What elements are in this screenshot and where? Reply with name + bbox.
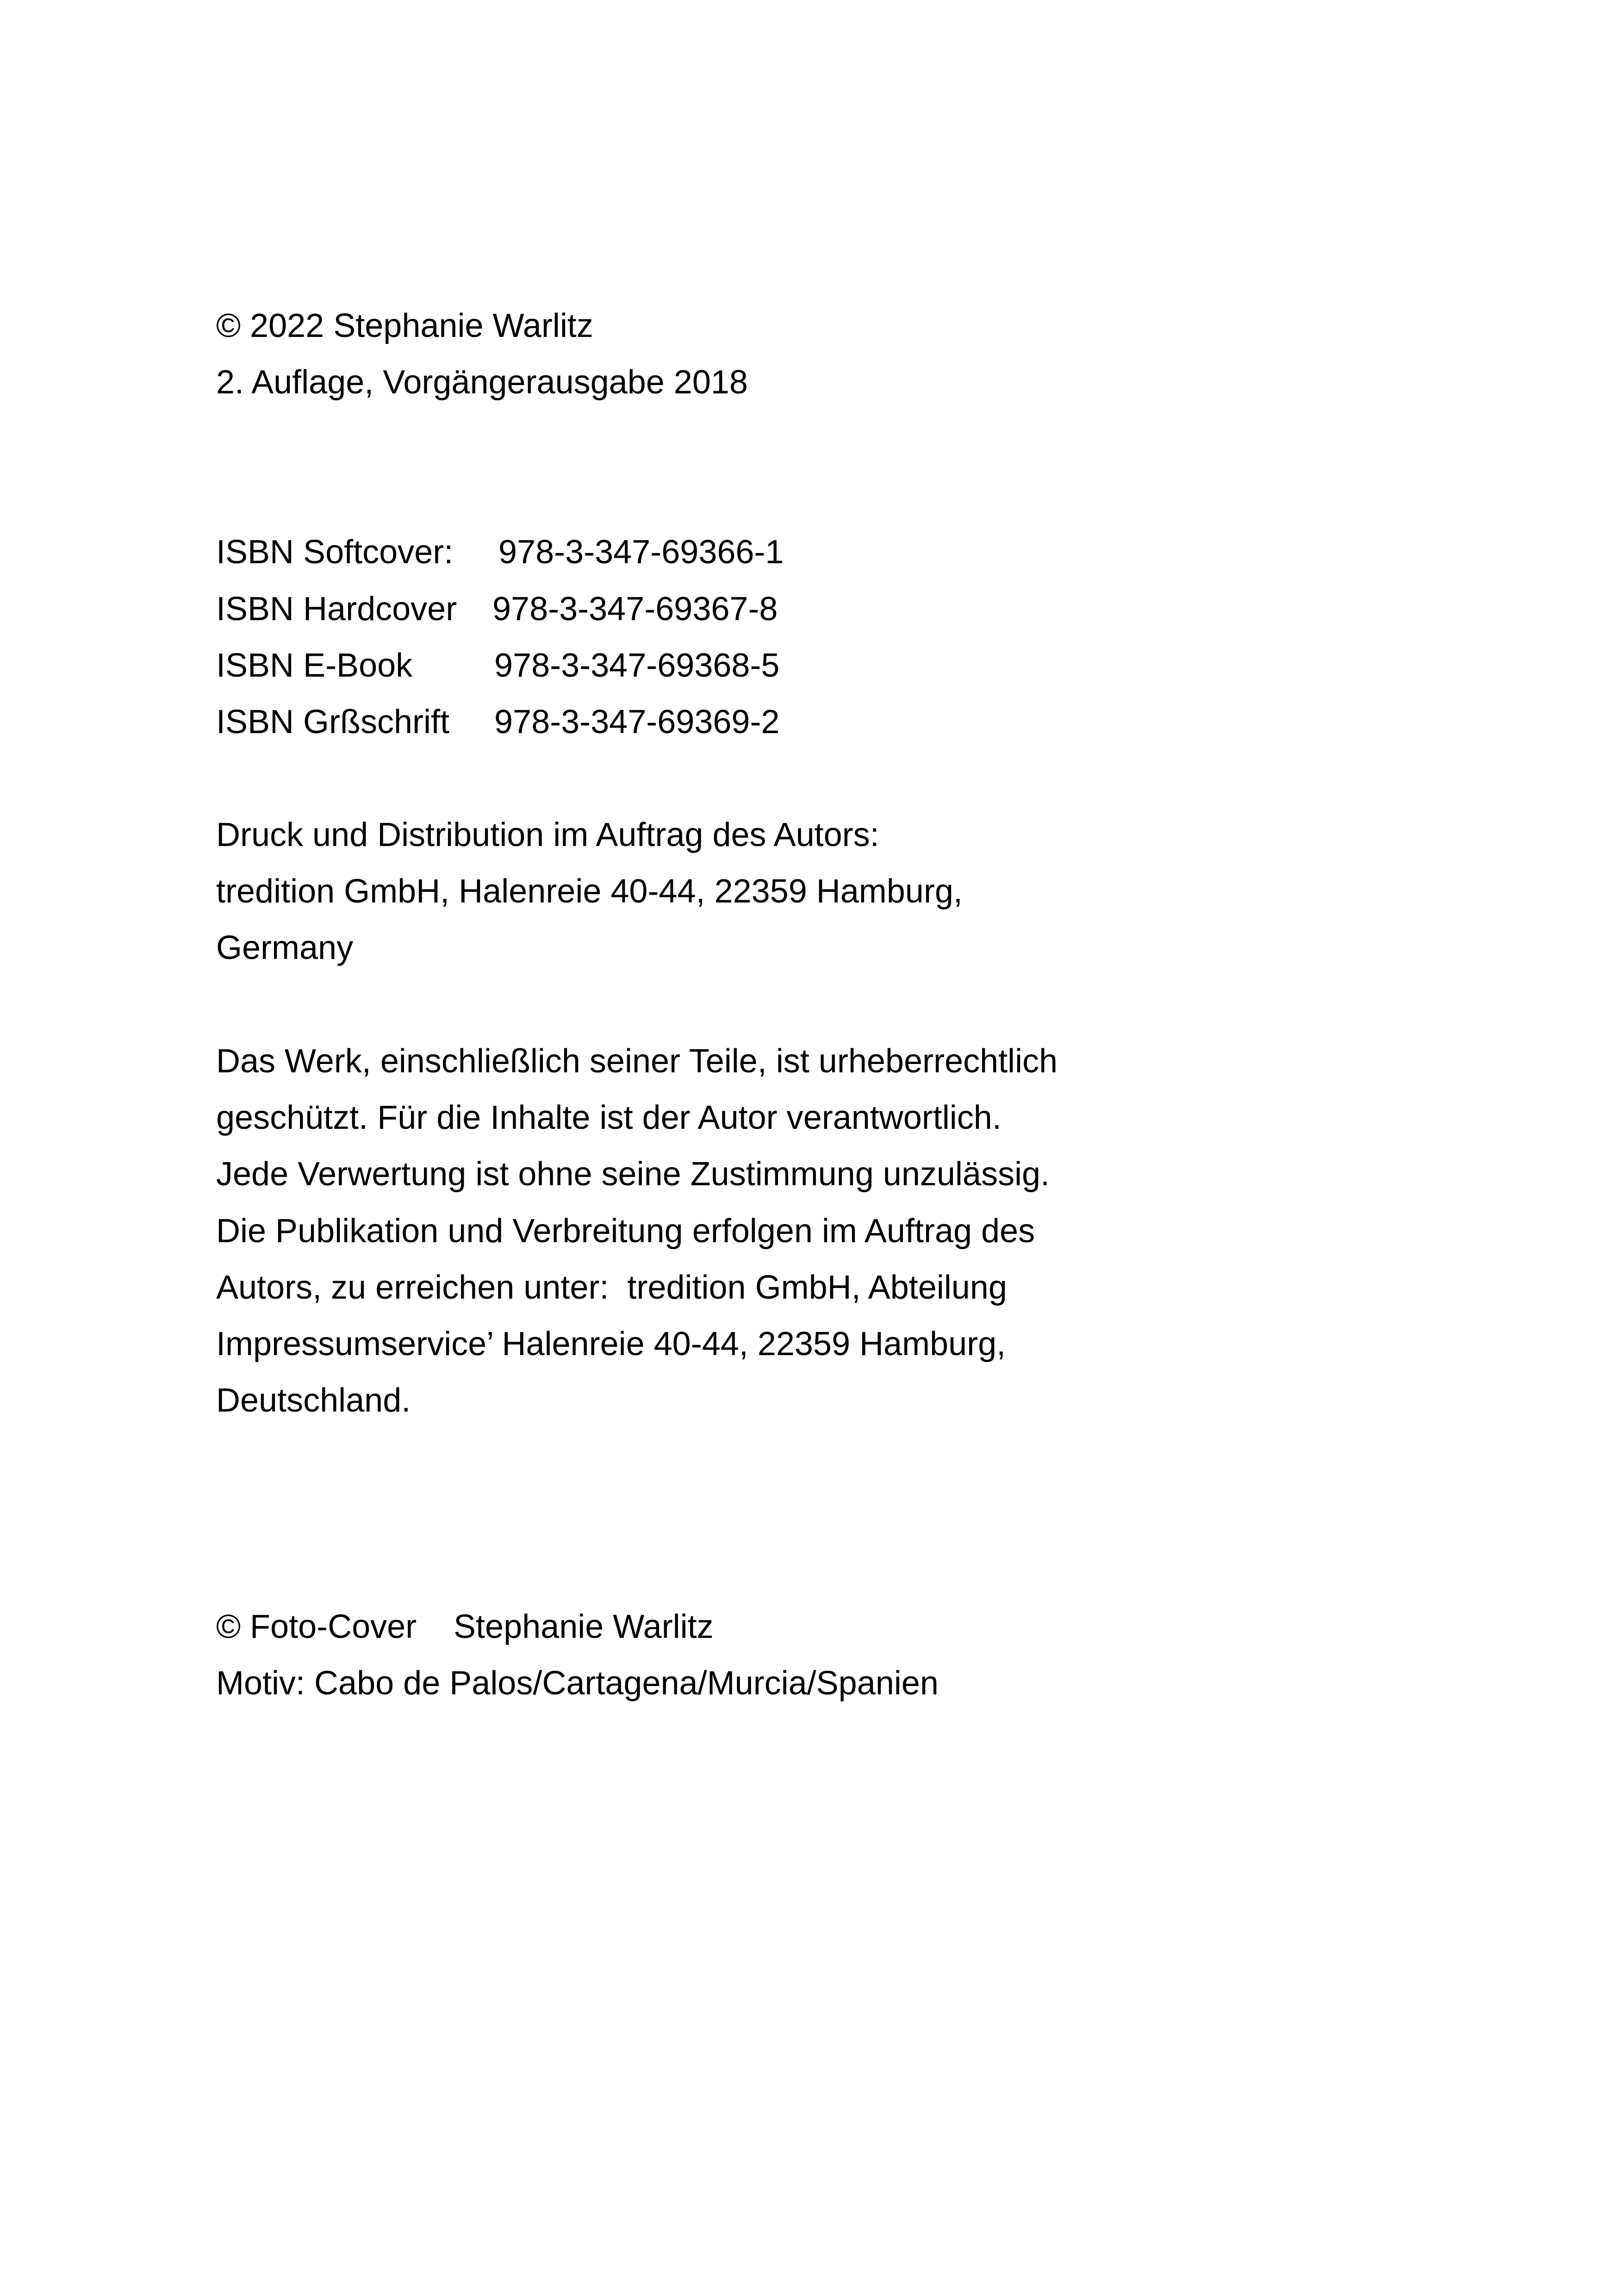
isbn-hardcover-label: ISBN Hardcover	[216, 591, 457, 628]
cover-photo-label: © Foto-Cover	[216, 1608, 417, 1645]
rights-line-4: Die Publikation und Verbreitung erfolgen im Auftrag des	[216, 1213, 1035, 1250]
rights-line-7: Deutschland.	[216, 1382, 411, 1419]
rights-line-1: Das Werk, einschließlich seiner Teile, ist urheberrechtlich	[216, 1043, 1058, 1080]
distribution-line-2: tredition GmbH, Halenreie 40-44, 22359 Hamburg,	[216, 873, 963, 910]
rights-line-5: Autors, zu erreichen unter: tredition GmbH, Abteilung	[216, 1269, 1007, 1306]
isbn-ebook-label: ISBN E-Book	[216, 647, 413, 684]
isbn-grossschrift-value: 978-3-347-69369-2	[494, 703, 780, 740]
rights-line-2: geschützt. Für die Inhalte ist der Autor verantwortlich.	[216, 1099, 1002, 1136]
isbn-ebook-value: 978-3-347-69368-5	[494, 647, 780, 684]
edition-line: 2. Auflage, Vorgängerausgabe 2018	[216, 364, 748, 401]
cover-motif-line: Motiv: Cabo de Palos/Cartagena/Murcia/Spanien	[216, 1665, 939, 1702]
distribution-line-1: Druck und Distribution im Auftrag des Autors:	[216, 816, 879, 853]
isbn-softcover-label: ISBN Softcover:	[216, 534, 454, 571]
rights-line-6: Impressumservice’ Halenreie 40-44, 22359 Hamburg,	[216, 1325, 1006, 1363]
isbn-hardcover-value: 978-3-347-69367-8	[492, 591, 778, 628]
distribution-line-3: Germany	[216, 929, 354, 966]
rights-line-3: Jede Verwertung ist ohne seine Zustimmung unzulässig.	[216, 1156, 1050, 1193]
cover-photo-author: Stephanie Warlitz	[454, 1608, 714, 1645]
isbn-grossschrift-label: ISBN Grßschrift	[216, 703, 450, 740]
copyright-line: © 2022 Stephanie Warlitz	[216, 307, 593, 344]
isbn-softcover-value: 978-3-347-69366-1	[498, 534, 784, 571]
